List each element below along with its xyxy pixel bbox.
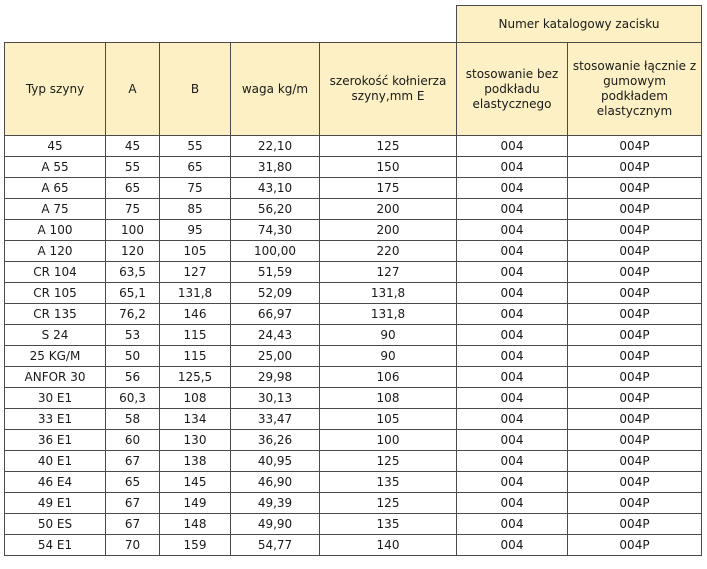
cell-with-rubber-pad: 004P bbox=[568, 346, 702, 367]
cell-flange-width: 131,8 bbox=[320, 304, 457, 325]
cell-a: 76,2 bbox=[106, 304, 160, 325]
cell-flange-width: 108 bbox=[320, 388, 457, 409]
cell-flange-width: 127 bbox=[320, 262, 457, 283]
table-row bbox=[5, 178, 702, 199]
table-row bbox=[5, 136, 702, 157]
cell-flange-width: 150 bbox=[320, 157, 457, 178]
cell-b: 149 bbox=[160, 493, 231, 514]
cell-weight: 25,00 bbox=[231, 346, 320, 367]
cell-a: 60,3 bbox=[106, 388, 160, 409]
cell-b: 55 bbox=[160, 136, 231, 157]
cell-a: 67 bbox=[106, 451, 160, 472]
cell-without-pad: 004 bbox=[457, 304, 568, 325]
cell-flange-width: 135 bbox=[320, 472, 457, 493]
cell-b: 95 bbox=[160, 220, 231, 241]
cell-weight: 100,00 bbox=[231, 241, 320, 262]
cell-with-rubber-pad: 004P bbox=[568, 199, 702, 220]
cell-b: 146 bbox=[160, 304, 231, 325]
cell-weight: 40,95 bbox=[231, 451, 320, 472]
cell-without-pad: 004 bbox=[457, 388, 568, 409]
cell-a: 58 bbox=[106, 409, 160, 430]
table-row bbox=[5, 388, 702, 409]
cell-with-rubber-pad: 004P bbox=[568, 430, 702, 451]
cell-without-pad: 004 bbox=[457, 199, 568, 220]
table-body bbox=[5, 136, 702, 556]
cell-with-rubber-pad: 004P bbox=[568, 472, 702, 493]
cell-b: 85 bbox=[160, 199, 231, 220]
cell-b: 159 bbox=[160, 535, 231, 556]
cell-with-rubber-pad: 004P bbox=[568, 262, 702, 283]
cell-rail-type: 36 E1 bbox=[5, 430, 106, 451]
cell-rail-type: 40 E1 bbox=[5, 451, 106, 472]
cell-without-pad: 004 bbox=[457, 220, 568, 241]
cell-weight: 49,39 bbox=[231, 493, 320, 514]
cell-a: 53 bbox=[106, 325, 160, 346]
table-row bbox=[5, 430, 702, 451]
cell-flange-width: 140 bbox=[320, 535, 457, 556]
table-row bbox=[5, 367, 702, 388]
cell-rail-type: A 55 bbox=[5, 157, 106, 178]
cell-b: 131,8 bbox=[160, 283, 231, 304]
table-row bbox=[5, 514, 702, 535]
cell-b: 105 bbox=[160, 241, 231, 262]
blank-header-cell bbox=[5, 6, 457, 43]
cell-weight: 66,97 bbox=[231, 304, 320, 325]
cell-b: 115 bbox=[160, 325, 231, 346]
header-with-rubber-pad: stosowanie łącznie z gumowym podkładem elastycznym bbox=[568, 43, 702, 136]
cell-flange-width: 131,8 bbox=[320, 283, 457, 304]
cell-rail-type: CR 104 bbox=[5, 262, 106, 283]
cell-with-rubber-pad: 004P bbox=[568, 451, 702, 472]
cell-without-pad: 004 bbox=[457, 367, 568, 388]
header-weight: waga kg/m bbox=[231, 43, 320, 136]
table-row bbox=[5, 346, 702, 367]
cell-a: 100 bbox=[106, 220, 160, 241]
cell-without-pad: 004 bbox=[457, 346, 568, 367]
cell-b: 134 bbox=[160, 409, 231, 430]
cell-without-pad: 004 bbox=[457, 535, 568, 556]
cell-flange-width: 90 bbox=[320, 346, 457, 367]
cell-rail-type: CR 135 bbox=[5, 304, 106, 325]
cell-rail-type: A 75 bbox=[5, 199, 106, 220]
cell-weight: 74,30 bbox=[231, 220, 320, 241]
header-a: A bbox=[106, 43, 160, 136]
table-row bbox=[5, 283, 702, 304]
cell-without-pad: 004 bbox=[457, 472, 568, 493]
cell-b: 130 bbox=[160, 430, 231, 451]
cell-weight: 36,26 bbox=[231, 430, 320, 451]
cell-with-rubber-pad: 004P bbox=[568, 493, 702, 514]
cell-rail-type: A 120 bbox=[5, 241, 106, 262]
cell-a: 67 bbox=[106, 493, 160, 514]
cell-without-pad: 004 bbox=[457, 178, 568, 199]
cell-a: 60 bbox=[106, 430, 160, 451]
cell-b: 145 bbox=[160, 472, 231, 493]
cell-a: 65 bbox=[106, 472, 160, 493]
rail-clip-table-container bbox=[4, 5, 702, 556]
table-row bbox=[5, 241, 702, 262]
cell-rail-type: CR 105 bbox=[5, 283, 106, 304]
cell-rail-type: 49 E1 bbox=[5, 493, 106, 514]
table-row bbox=[5, 472, 702, 493]
cell-flange-width: 106 bbox=[320, 367, 457, 388]
cell-weight: 24,43 bbox=[231, 325, 320, 346]
cell-without-pad: 004 bbox=[457, 325, 568, 346]
cell-with-rubber-pad: 004P bbox=[568, 136, 702, 157]
header-without-pad: stosowanie bez podkładu elastycznego bbox=[457, 43, 568, 136]
cell-with-rubber-pad: 004P bbox=[568, 514, 702, 535]
cell-b: 75 bbox=[160, 178, 231, 199]
cell-b: 108 bbox=[160, 388, 231, 409]
cell-a: 65,1 bbox=[106, 283, 160, 304]
cell-with-rubber-pad: 004P bbox=[568, 367, 702, 388]
cell-weight: 29,98 bbox=[231, 367, 320, 388]
table-row bbox=[5, 220, 702, 241]
cell-weight: 31,80 bbox=[231, 157, 320, 178]
group-header-row bbox=[5, 6, 702, 43]
cell-flange-width: 125 bbox=[320, 493, 457, 514]
cell-weight: 33,47 bbox=[231, 409, 320, 430]
table-row bbox=[5, 325, 702, 346]
header-rail-type: Typ szyny bbox=[5, 43, 106, 136]
cell-rail-type: 46 E4 bbox=[5, 472, 106, 493]
cell-flange-width: 105 bbox=[320, 409, 457, 430]
cell-rail-type: 45 bbox=[5, 136, 106, 157]
cell-with-rubber-pad: 004P bbox=[568, 535, 702, 556]
table-row bbox=[5, 535, 702, 556]
table-row bbox=[5, 304, 702, 325]
cell-with-rubber-pad: 004P bbox=[568, 220, 702, 241]
cell-flange-width: 125 bbox=[320, 451, 457, 472]
cell-a: 70 bbox=[106, 535, 160, 556]
cell-rail-type: A 100 bbox=[5, 220, 106, 241]
cell-weight: 30,13 bbox=[231, 388, 320, 409]
cell-without-pad: 004 bbox=[457, 451, 568, 472]
cell-rail-type: S 24 bbox=[5, 325, 106, 346]
table-row bbox=[5, 157, 702, 178]
cell-weight: 46,90 bbox=[231, 472, 320, 493]
cell-a: 45 bbox=[106, 136, 160, 157]
cell-with-rubber-pad: 004P bbox=[568, 409, 702, 430]
header-flange-width: szerokość kołnierza szyny,mm E bbox=[320, 43, 457, 136]
cell-with-rubber-pad: 004P bbox=[568, 178, 702, 199]
cell-flange-width: 200 bbox=[320, 220, 457, 241]
cell-without-pad: 004 bbox=[457, 241, 568, 262]
table-row bbox=[5, 262, 702, 283]
cell-without-pad: 004 bbox=[457, 157, 568, 178]
cell-rail-type: 50 ES bbox=[5, 514, 106, 535]
cell-without-pad: 004 bbox=[457, 409, 568, 430]
cell-with-rubber-pad: 004P bbox=[568, 283, 702, 304]
cell-flange-width: 220 bbox=[320, 241, 457, 262]
cell-a: 75 bbox=[106, 199, 160, 220]
table-row bbox=[5, 493, 702, 514]
cell-flange-width: 100 bbox=[320, 430, 457, 451]
cell-flange-width: 200 bbox=[320, 199, 457, 220]
table-row bbox=[5, 199, 702, 220]
cell-rail-type: A 65 bbox=[5, 178, 106, 199]
cell-a: 55 bbox=[106, 157, 160, 178]
cell-weight: 51,59 bbox=[231, 262, 320, 283]
cell-weight: 52,09 bbox=[231, 283, 320, 304]
cell-with-rubber-pad: 004P bbox=[568, 241, 702, 262]
catalog-number-group-header: Numer katalogowy zacisku bbox=[457, 6, 702, 43]
cell-weight: 54,77 bbox=[231, 535, 320, 556]
cell-with-rubber-pad: 004P bbox=[568, 325, 702, 346]
cell-a: 63,5 bbox=[106, 262, 160, 283]
cell-weight: 22,10 bbox=[231, 136, 320, 157]
cell-without-pad: 004 bbox=[457, 283, 568, 304]
cell-a: 65 bbox=[106, 178, 160, 199]
cell-b: 125,5 bbox=[160, 367, 231, 388]
cell-flange-width: 175 bbox=[320, 178, 457, 199]
cell-flange-width: 135 bbox=[320, 514, 457, 535]
column-header-row bbox=[5, 43, 702, 136]
cell-a: 56 bbox=[106, 367, 160, 388]
cell-weight: 49,90 bbox=[231, 514, 320, 535]
cell-with-rubber-pad: 004P bbox=[568, 157, 702, 178]
table-row bbox=[5, 409, 702, 430]
cell-flange-width: 125 bbox=[320, 136, 457, 157]
cell-a: 67 bbox=[106, 514, 160, 535]
cell-b: 65 bbox=[160, 157, 231, 178]
cell-without-pad: 004 bbox=[457, 514, 568, 535]
cell-b: 148 bbox=[160, 514, 231, 535]
cell-a: 120 bbox=[106, 241, 160, 262]
cell-rail-type: ANFOR 30 bbox=[5, 367, 106, 388]
header-b: B bbox=[160, 43, 231, 136]
cell-without-pad: 004 bbox=[457, 493, 568, 514]
cell-a: 50 bbox=[106, 346, 160, 367]
cell-without-pad: 004 bbox=[457, 430, 568, 451]
cell-b: 127 bbox=[160, 262, 231, 283]
cell-b: 115 bbox=[160, 346, 231, 367]
cell-rail-type: 54 E1 bbox=[5, 535, 106, 556]
cell-without-pad: 004 bbox=[457, 262, 568, 283]
cell-with-rubber-pad: 004P bbox=[568, 304, 702, 325]
cell-without-pad: 004 bbox=[457, 136, 568, 157]
cell-b: 138 bbox=[160, 451, 231, 472]
cell-with-rubber-pad: 004P bbox=[568, 388, 702, 409]
table-row bbox=[5, 451, 702, 472]
cell-weight: 43,10 bbox=[231, 178, 320, 199]
cell-flange-width: 90 bbox=[320, 325, 457, 346]
cell-rail-type: 25 KG/M bbox=[5, 346, 106, 367]
cell-rail-type: 33 E1 bbox=[5, 409, 106, 430]
cell-weight: 56,20 bbox=[231, 199, 320, 220]
rail-clip-table bbox=[4, 5, 702, 556]
cell-rail-type: 30 E1 bbox=[5, 388, 106, 409]
